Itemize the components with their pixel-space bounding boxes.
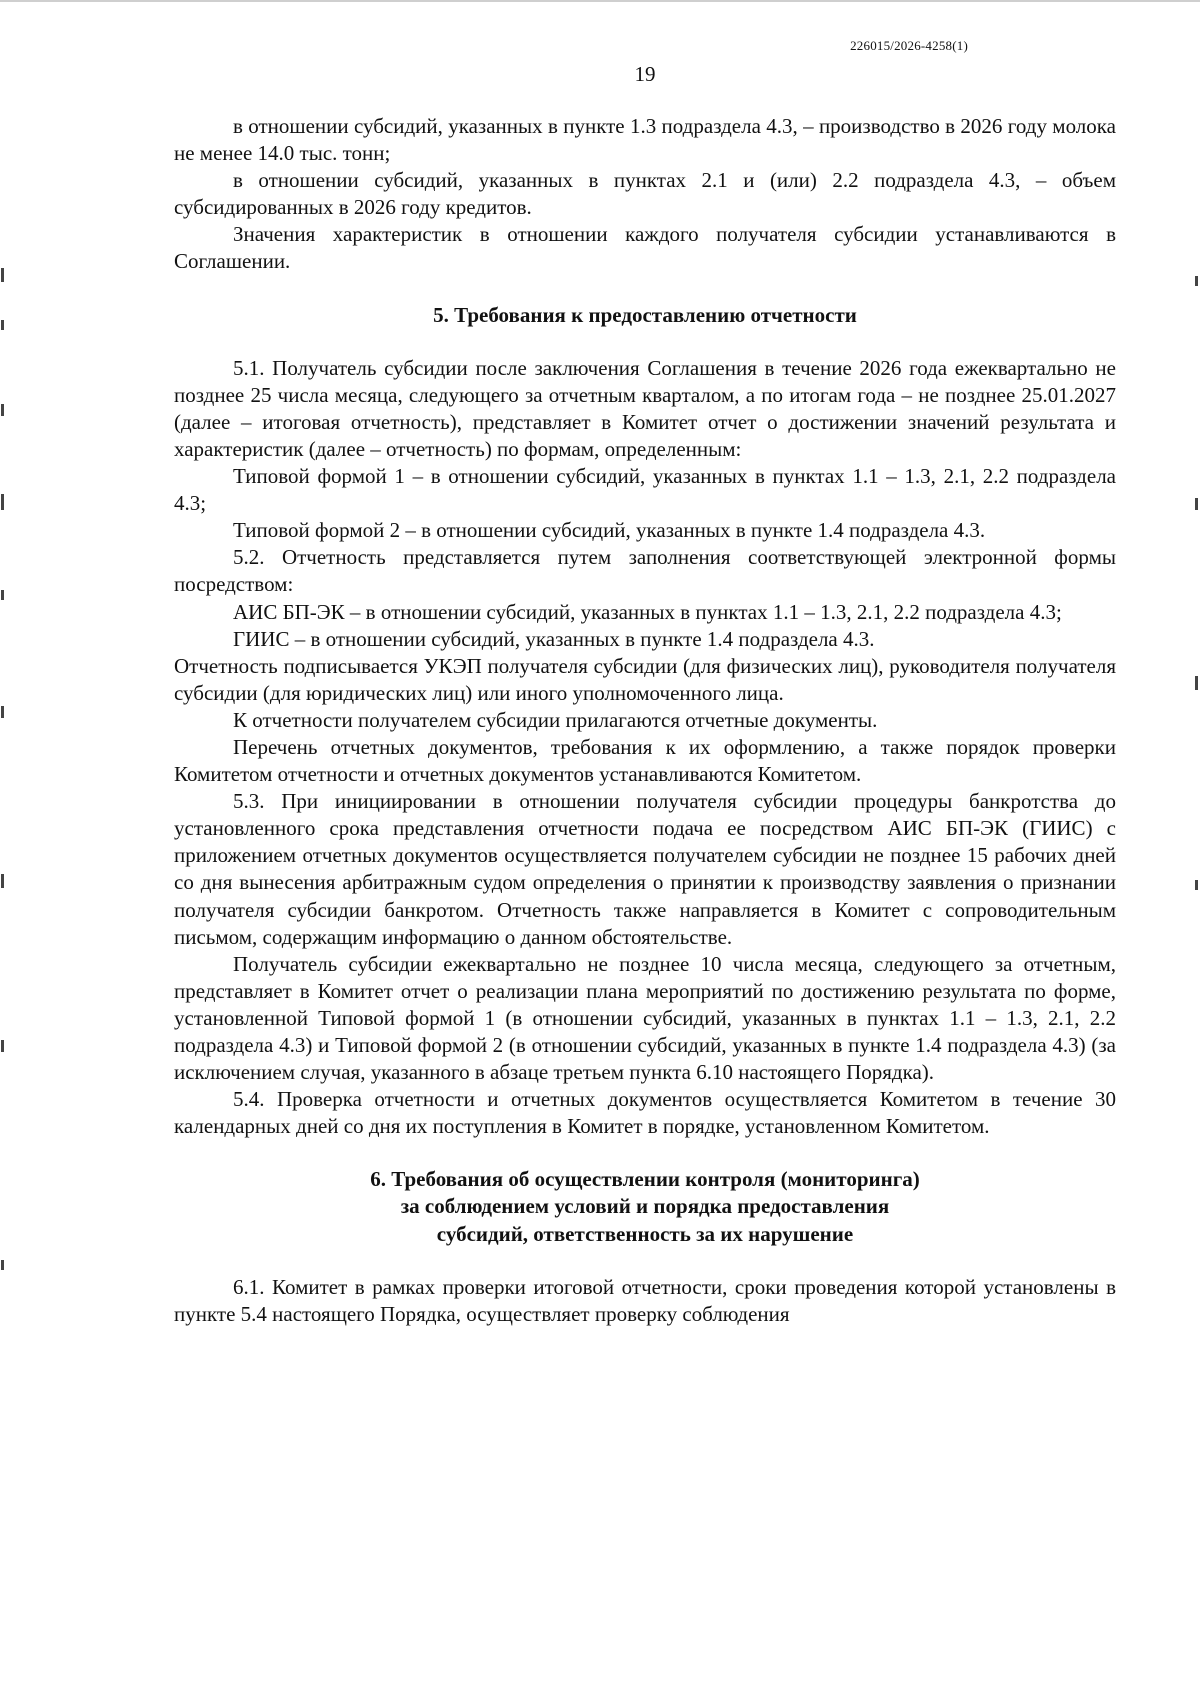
page-number: 19 [634, 62, 656, 86]
paragraph: Значения характеристик в отношении каждого получателя субсидии устанавливаются в Соглашении. [174, 222, 1116, 274]
paragraph: К отчетности получателем субсидии прилагаются отчетные документы. [233, 707, 878, 732]
section-6-heading [174, 1166, 1116, 1247]
paragraph: в отношении субсидий, указанных в пункте 1.3 подраздела 4.3, – производство в 2026 году молока не менее 14.0 тыс. тонн; [174, 114, 1116, 166]
paragraph: Перечень отчетных документов, требования к их оформлению, а также порядок проверки Комитетом отчетности и отчетных документов устанавливаются Комитетом. [174, 734, 1116, 787]
heading-line: 6. Требования об осуществлении контроля (мониторинга) [370, 1167, 920, 1192]
paragraph: 5.1. Получатель субсидии после заключения Соглашения в течение 2026 года ежеквартально не позднее 25 числа месяца, следующего за отчетным кварталом, а по итогам года – не позднее 25.01.2027 (далее – итоговая отчетность), представляет в Комитет отчет о достижении значений результата и характеристик (далее – отчетность) по формам, определенным: [174, 355, 1116, 461]
paragraph: Отчетность подписывается УКЭП получателя субсидии (для физических лиц), руководителя получателя субсидии (для юридических лиц) или иного уполномоченного лица. [174, 653, 1116, 705]
document-id: 226015/2026-4258(1) [850, 38, 968, 53]
paragraph: 6.1. Комитет в рамках проверки итоговой отчетности, сроки проведения которой установлены в пункте 5.4 настоящего Порядка, осуществляет проверку соблюдения [174, 1274, 1116, 1326]
paragraph: 5.3. При инициировании в отношении получателя субсидии процедуры банкротства до установленного срока представления отчетности подача ее посредством АИС БП-ЭК (ГИИС) с приложением отчетных документов осуществляется получателем субсидии не позднее 15 рабочих дней со дня вынесения арбитражным судом определения о принятии к производству заявления о признании получателя субсидии банкротом. Отчетность также направляется в Комитет с сопроводительным письмом, содержащим информацию о данном обстоятельстве. [174, 789, 1116, 949]
paragraph: Типовой формой 1 – в отношении субсидий, указанных в пунктах 1.1 – 1.3, 2.1, 2.2 подраздела 4.3; [174, 464, 1116, 516]
paragraph: ГИИС – в отношении субсидий, указанных в пункте 1.4 подраздела 4.3. [233, 626, 875, 651]
paragraph: Получатель субсидии ежеквартально не позднее 10 числа месяца, следующего за отчетным, представляет в Комитет отчет о реализации плана мероприятий по достижению результата по форме, установленной Типовой формой 1 (в отношении субсидий, указанных в пунктах 1.1 – 1.3, 2.1, 2.2 подраздела 4.3) и Типовой формой 2 (в отношении субсидий, указанных в пункте 1.4 подраздела 4.3) (за исключением случая, указанного в абзаце третьем пункта 6.10 настоящего Порядка). [174, 951, 1116, 1085]
section-5-heading: 5. Требования к предоставлению отчетности [433, 302, 857, 327]
paragraph: 5.4. Проверка отчетности и отчетных документов осуществляется Комитетом в течение 30 календарных дней со дня их поступления в Комитет в порядке, установленном Комитетом. [174, 1087, 1116, 1139]
paragraph: Типовой формой 2 – в отношении субсидий, указанных в пункте 1.4 подраздела 4.3. [233, 518, 986, 543]
right-scan-marks [1194, 0, 1200, 1692]
paragraph: 5.2. Отчетность представляется путем заполнения соответствующей электронной формы посредством: [174, 545, 1116, 597]
paragraph: АИС БП-ЭК – в отношении субсидий, указанных в пунктах 1.1 – 1.3, 2.1, 2.2 подраздела 4.3; [233, 599, 1062, 624]
top-border [0, 0, 1200, 2]
heading-line: субсидий, ответственность за их нарушение [436, 1221, 854, 1246]
paragraph: в отношении субсидий, указанных в пунктах 2.1 и (или) 2.2 подраздела 4.3, – объем субсидированных в 2026 году кредитов. [174, 168, 1116, 220]
left-scan-marks [0, 0, 6, 1692]
document-body [174, 113, 1116, 1328]
heading-line: за соблюдением условий и порядка предоставления [400, 1194, 890, 1219]
